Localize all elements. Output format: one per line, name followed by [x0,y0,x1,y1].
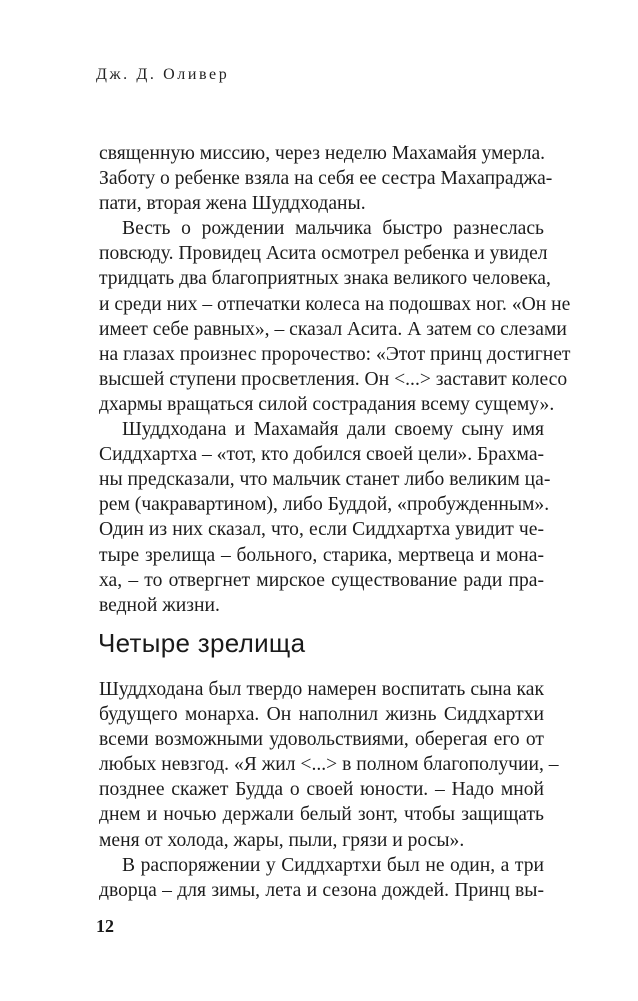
text-line: священную миссию, через неделю Махамайя умерла. [99,143,546,164]
running-head: Дж. Д. Оливер [96,66,230,83]
text-line: будущего монарха. Он наполнил жизнь Сиддхартхи [99,704,544,726]
body-text-top [99,141,571,618]
text-line: В распоряжении у Сиддхартхи был не один, а три [122,854,544,876]
text-line: любых невзгод. «Я жил <...> в полном благополучии, – [99,754,559,776]
page-number: 12 [96,916,114,936]
section-heading: Четыре зрелища [98,628,306,658]
text-line: тридцать два благоприятных знака великого человека, [99,268,551,290]
text-line: Один из них сказал, что, если Сиддхартха увидит че- [99,519,544,541]
text-line: ны предсказали, что мальчик станет либо великим ца- [99,469,551,491]
text-line: Сиддхартха – «тот, кто добился своей цели». Брахма- [99,444,545,466]
text-line: рем (чакравартином), либо Буддой, «пробужденным». [99,494,550,516]
text-line: позднее скажет Будда о своей юности. – Надо мной [99,779,544,801]
text-line: Весть о рождении мальчика быстро разнеслась [122,218,544,240]
text-line: на глазах произнес пророчество: «Этот принц достигнет [99,343,571,365]
text-line: Шуддходана был твердо намерен воспитать сына как [99,679,544,700]
text-line: Шуддходана и Махамайя дали своему сыну имя [122,419,544,441]
text-line: Заботу о ребенке взяла на себя ее сестра Махапраджа- [99,168,553,190]
text-line: дхармы вращаться силой сострадания всему сущему». [99,393,555,415]
text-line: всеми возможными удовольствиями, оберегая его от [99,729,544,751]
text-line: высшей ступени просветления. Он <...> заставит колесо [99,368,568,390]
text-line: и среди них – отпечатки колеса на подошвах ног. «Он не [99,293,571,315]
text-line: пати, вторая жена Шуддходаны. [99,193,366,215]
text-line: ведной жизни. [99,594,220,616]
text-line: имеет себе равных», – сказал Асита. А затем со слезами [99,318,567,340]
text-line: днем и ночью держали белый зонт, чтобы защищать [99,804,544,826]
body-text-bottom [99,677,559,903]
text-line: тыре зрелища – больного, старика, мертвеца и мона- [99,544,544,566]
text-line: меня от холода, жары, пыли, грязи и росы». [99,829,465,851]
text-line: повсюду. Провидец Асита осмотрел ребенка и увидел [99,243,548,265]
text-line: дворца – для зимы, лета и сезона дождей. Принц вы- [99,879,544,901]
text-line: ха, – то отвергнет мирское существование ради пра- [99,569,544,591]
